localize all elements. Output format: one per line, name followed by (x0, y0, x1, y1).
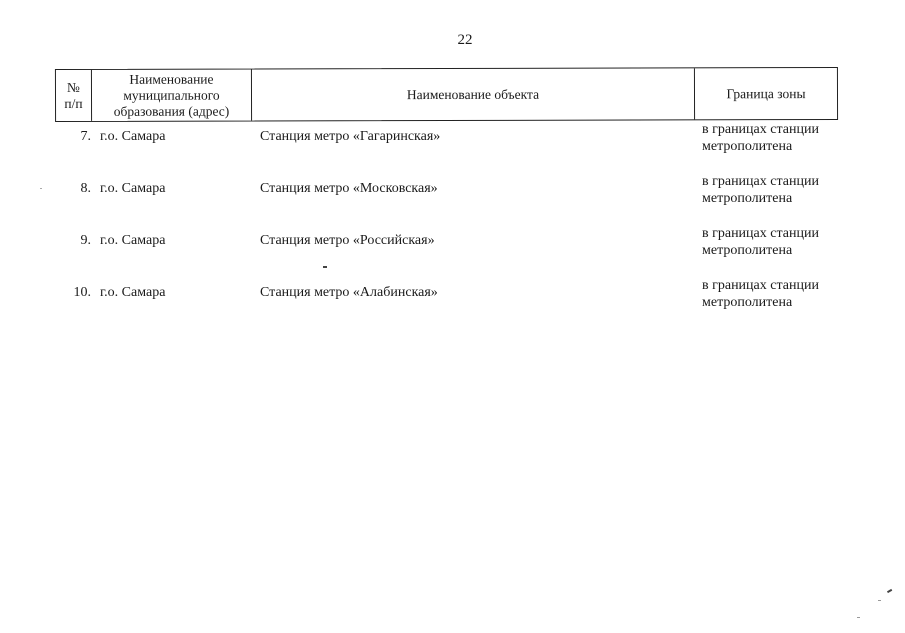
table-row (55, 278, 845, 325)
row-municipality: г.о. Самара (100, 181, 166, 196)
scan-speck (323, 266, 327, 268)
row-zone (702, 277, 842, 311)
header-number-cell (56, 70, 92, 121)
scan-speck (857, 617, 860, 618)
row-number: 9. (80, 233, 91, 248)
row-zone (702, 121, 842, 155)
header-municipality-line2: муниципального (123, 87, 220, 103)
row-municipality: г.о. Самара (100, 285, 166, 300)
row-number: 10. (73, 285, 91, 300)
scan-speck (40, 188, 42, 189)
row-number: 8. (80, 181, 91, 196)
header-municipality-line3: образования (адрес) (113, 103, 230, 119)
row-zone-line2: метрополитена (702, 191, 793, 206)
header-object-cell (252, 68, 695, 120)
page-number: 22 (457, 32, 473, 48)
row-zone-line1: в границах станции (702, 278, 819, 293)
row-zone-line2: метрополитена (702, 139, 793, 154)
table-row (55, 174, 845, 221)
header-zone-label: Граница зоны (726, 85, 806, 101)
row-municipality: г.о. Самара (100, 129, 166, 144)
row-municipality: г.о. Самара (100, 233, 166, 248)
scan-speck (878, 600, 881, 601)
row-zone-line1: в границах станции (702, 174, 819, 189)
row-zone-line2: метрополитена (702, 243, 793, 258)
table-row (55, 122, 845, 169)
row-object: Станция метро «Алабинская» (260, 285, 438, 300)
table-header (55, 67, 838, 122)
header-number-line2: п/п (64, 95, 83, 111)
header-number-line1: № (67, 79, 80, 95)
row-number: 7. (80, 129, 91, 144)
row-zone (702, 225, 842, 259)
row-zone-line1: в границах станции (702, 122, 819, 137)
row-object: Станция метро «Гагаринская» (260, 129, 441, 144)
header-municipality-cell (92, 70, 252, 121)
row-zone-line1: в границах станции (702, 226, 819, 241)
row-zone-line2: метрополитена (702, 295, 793, 310)
row-object: Станция метро «Московская» (260, 181, 438, 196)
scan-speck (887, 589, 892, 593)
table-row (55, 226, 845, 273)
header-zone-cell (695, 68, 837, 119)
row-zone (702, 173, 842, 207)
header-object-label: Наименование объекта (406, 86, 540, 102)
row-object: Станция метро «Российская» (260, 233, 435, 248)
header-municipality-line1: Наименование (129, 71, 214, 87)
